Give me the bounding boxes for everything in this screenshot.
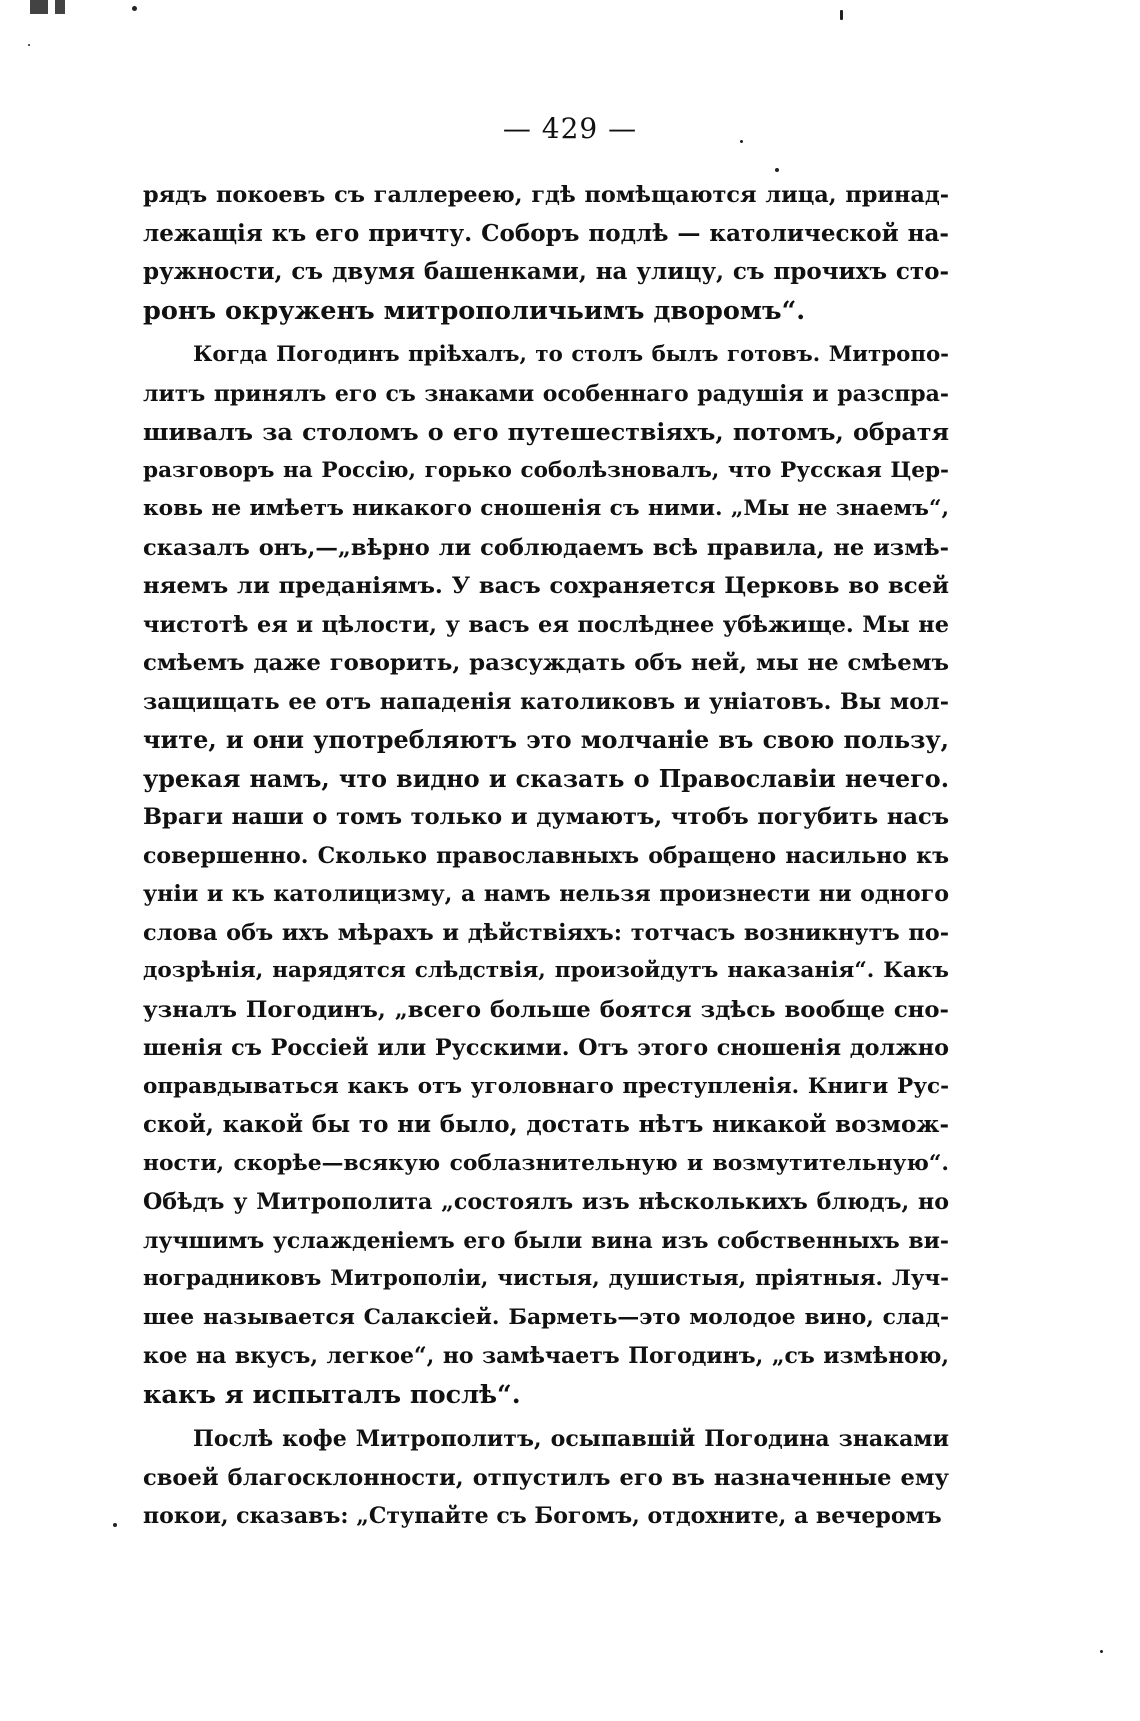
- scan-speck: [840, 10, 843, 20]
- text-line: своей благосклонности, отпустилъ его въ назначенные ему: [143, 1464, 949, 1491]
- text-line: рядъ покоевъ съ галлереею, гдѣ помѣщаются лица, принад-: [143, 182, 949, 208]
- paragraph: [143, 176, 949, 330]
- text-line: ноградниковъ Митрополіи, чистыя, душистыя, пріятныя. Луч-: [143, 1266, 949, 1291]
- text-line: шенія съ Россіей или Русскими. Отъ этого сношенія должно: [143, 1035, 949, 1061]
- text-line: шивалъ за столомъ о его путешествіяхъ, потомъ, обратя: [143, 418, 949, 446]
- text-line: литъ принялъ его съ знаками особеннаго радушія и разспра-: [143, 380, 949, 407]
- text-line: ковь не имѣетъ никакого сношенія съ ними. „Мы не знаемъ“,: [143, 496, 949, 521]
- text-line: сказалъ онъ,—„вѣрно ли соблюдаемъ всѣ правила, не измѣ-: [143, 534, 949, 561]
- text-line: ской, какой бы то ни было, достать нѣтъ никакой возмож-: [143, 1111, 949, 1138]
- scan-speck: [132, 6, 137, 11]
- scan-corner-mark: [30, 0, 90, 14]
- text-line: ружности, съ двумя башенками, на улицу, съ прочихъ сто-: [143, 258, 949, 285]
- text-line: разговоръ на Россію, горько соболѣзновалъ, что Русская Цер-: [143, 457, 949, 483]
- text-line: няемъ ли преданіямъ. У васъ сохраняется Церковь во всей: [143, 573, 949, 599]
- text-line: оправдываться какъ отъ уголовнаго преступленія. Книги Рус-: [143, 1073, 949, 1099]
- text-line: урекая намъ, что видно и сказать о Православіи нечего.: [143, 764, 949, 793]
- body-text: [143, 176, 949, 1536]
- text-line: кое на вкусъ, легкое“, но замѣчаетъ Погодинъ, „съ измѣною,: [143, 1343, 949, 1369]
- text-line: ронъ окруженъ митрополичьимъ дворомъ“.: [143, 295, 806, 326]
- scan-speck: [1100, 1650, 1103, 1653]
- text-line: какъ я испыталъ послѣ“.: [143, 1379, 521, 1410]
- text-line: уніи и къ католицизму, а намъ нельзя произнести ни одного: [143, 881, 949, 907]
- text-line: Враги наши о томъ только и думаютъ, чтобъ погубить насъ: [143, 804, 949, 830]
- text-line: чите, и они употребляютъ это молчаніе въ свою пользу,: [143, 726, 949, 754]
- text-line: ности, скорѣе—всякую соблазнительную и возмутительную“.: [143, 1150, 949, 1176]
- text-line: покои, сказавъ: „Ступайте съ Богомъ, отдохните, а вечеромъ: [143, 1503, 942, 1529]
- scan-speck: [28, 44, 30, 46]
- paragraph: [143, 1420, 949, 1536]
- scan-speck: [113, 1523, 117, 1527]
- page-number: — 429 —: [502, 112, 638, 145]
- scan-speck: [775, 168, 779, 172]
- text-line: лежащія къ его причту. Соборъ подлѣ — католической на-: [143, 219, 949, 247]
- text-line: дозрѣнія, нарядятся слѣдствія, произойдутъ наказанія“. Какъ: [143, 958, 949, 983]
- text-line: совершенно. Сколько православныхъ обращено насильно къ: [143, 842, 949, 869]
- text-line: слова объ ихъ мѣрахъ и дѣйствіяхъ: тотчасъ возникнутъ по-: [143, 919, 949, 946]
- text-line: лучшимъ услажденіемъ его были вина изъ собственныхъ ви-: [143, 1227, 949, 1254]
- text-line: шее называется Салаксіей. Барметь—это молодое вино, слад-: [143, 1304, 949, 1330]
- text-line: Послѣ кофе Митрополитъ, осыпавшій Погодина знаками: [193, 1426, 949, 1452]
- text-line: смѣемъ даже говорить, разсуждать объ ней, мы не смѣемъ: [143, 650, 949, 676]
- text-line: Когда Погодинъ пріѣхалъ, то столъ былъ готовъ. Митропо-: [193, 342, 949, 367]
- text-line: узналъ Погодинъ, „всего больше боятся здѣсь вообще сно-: [143, 996, 949, 1023]
- text-line: Обѣдъ у Митрополита „состоялъ изъ нѣсколькихъ блюдъ, но: [143, 1189, 949, 1215]
- text-line: защищать ее отъ нападенія католиковъ и уніатовъ. Вы мол-: [143, 688, 949, 715]
- paragraph: [143, 336, 949, 1414]
- text-line: чистотѣ ея и цѣлости, у васъ ея послѣднее убѣжище. Мы не: [143, 611, 949, 638]
